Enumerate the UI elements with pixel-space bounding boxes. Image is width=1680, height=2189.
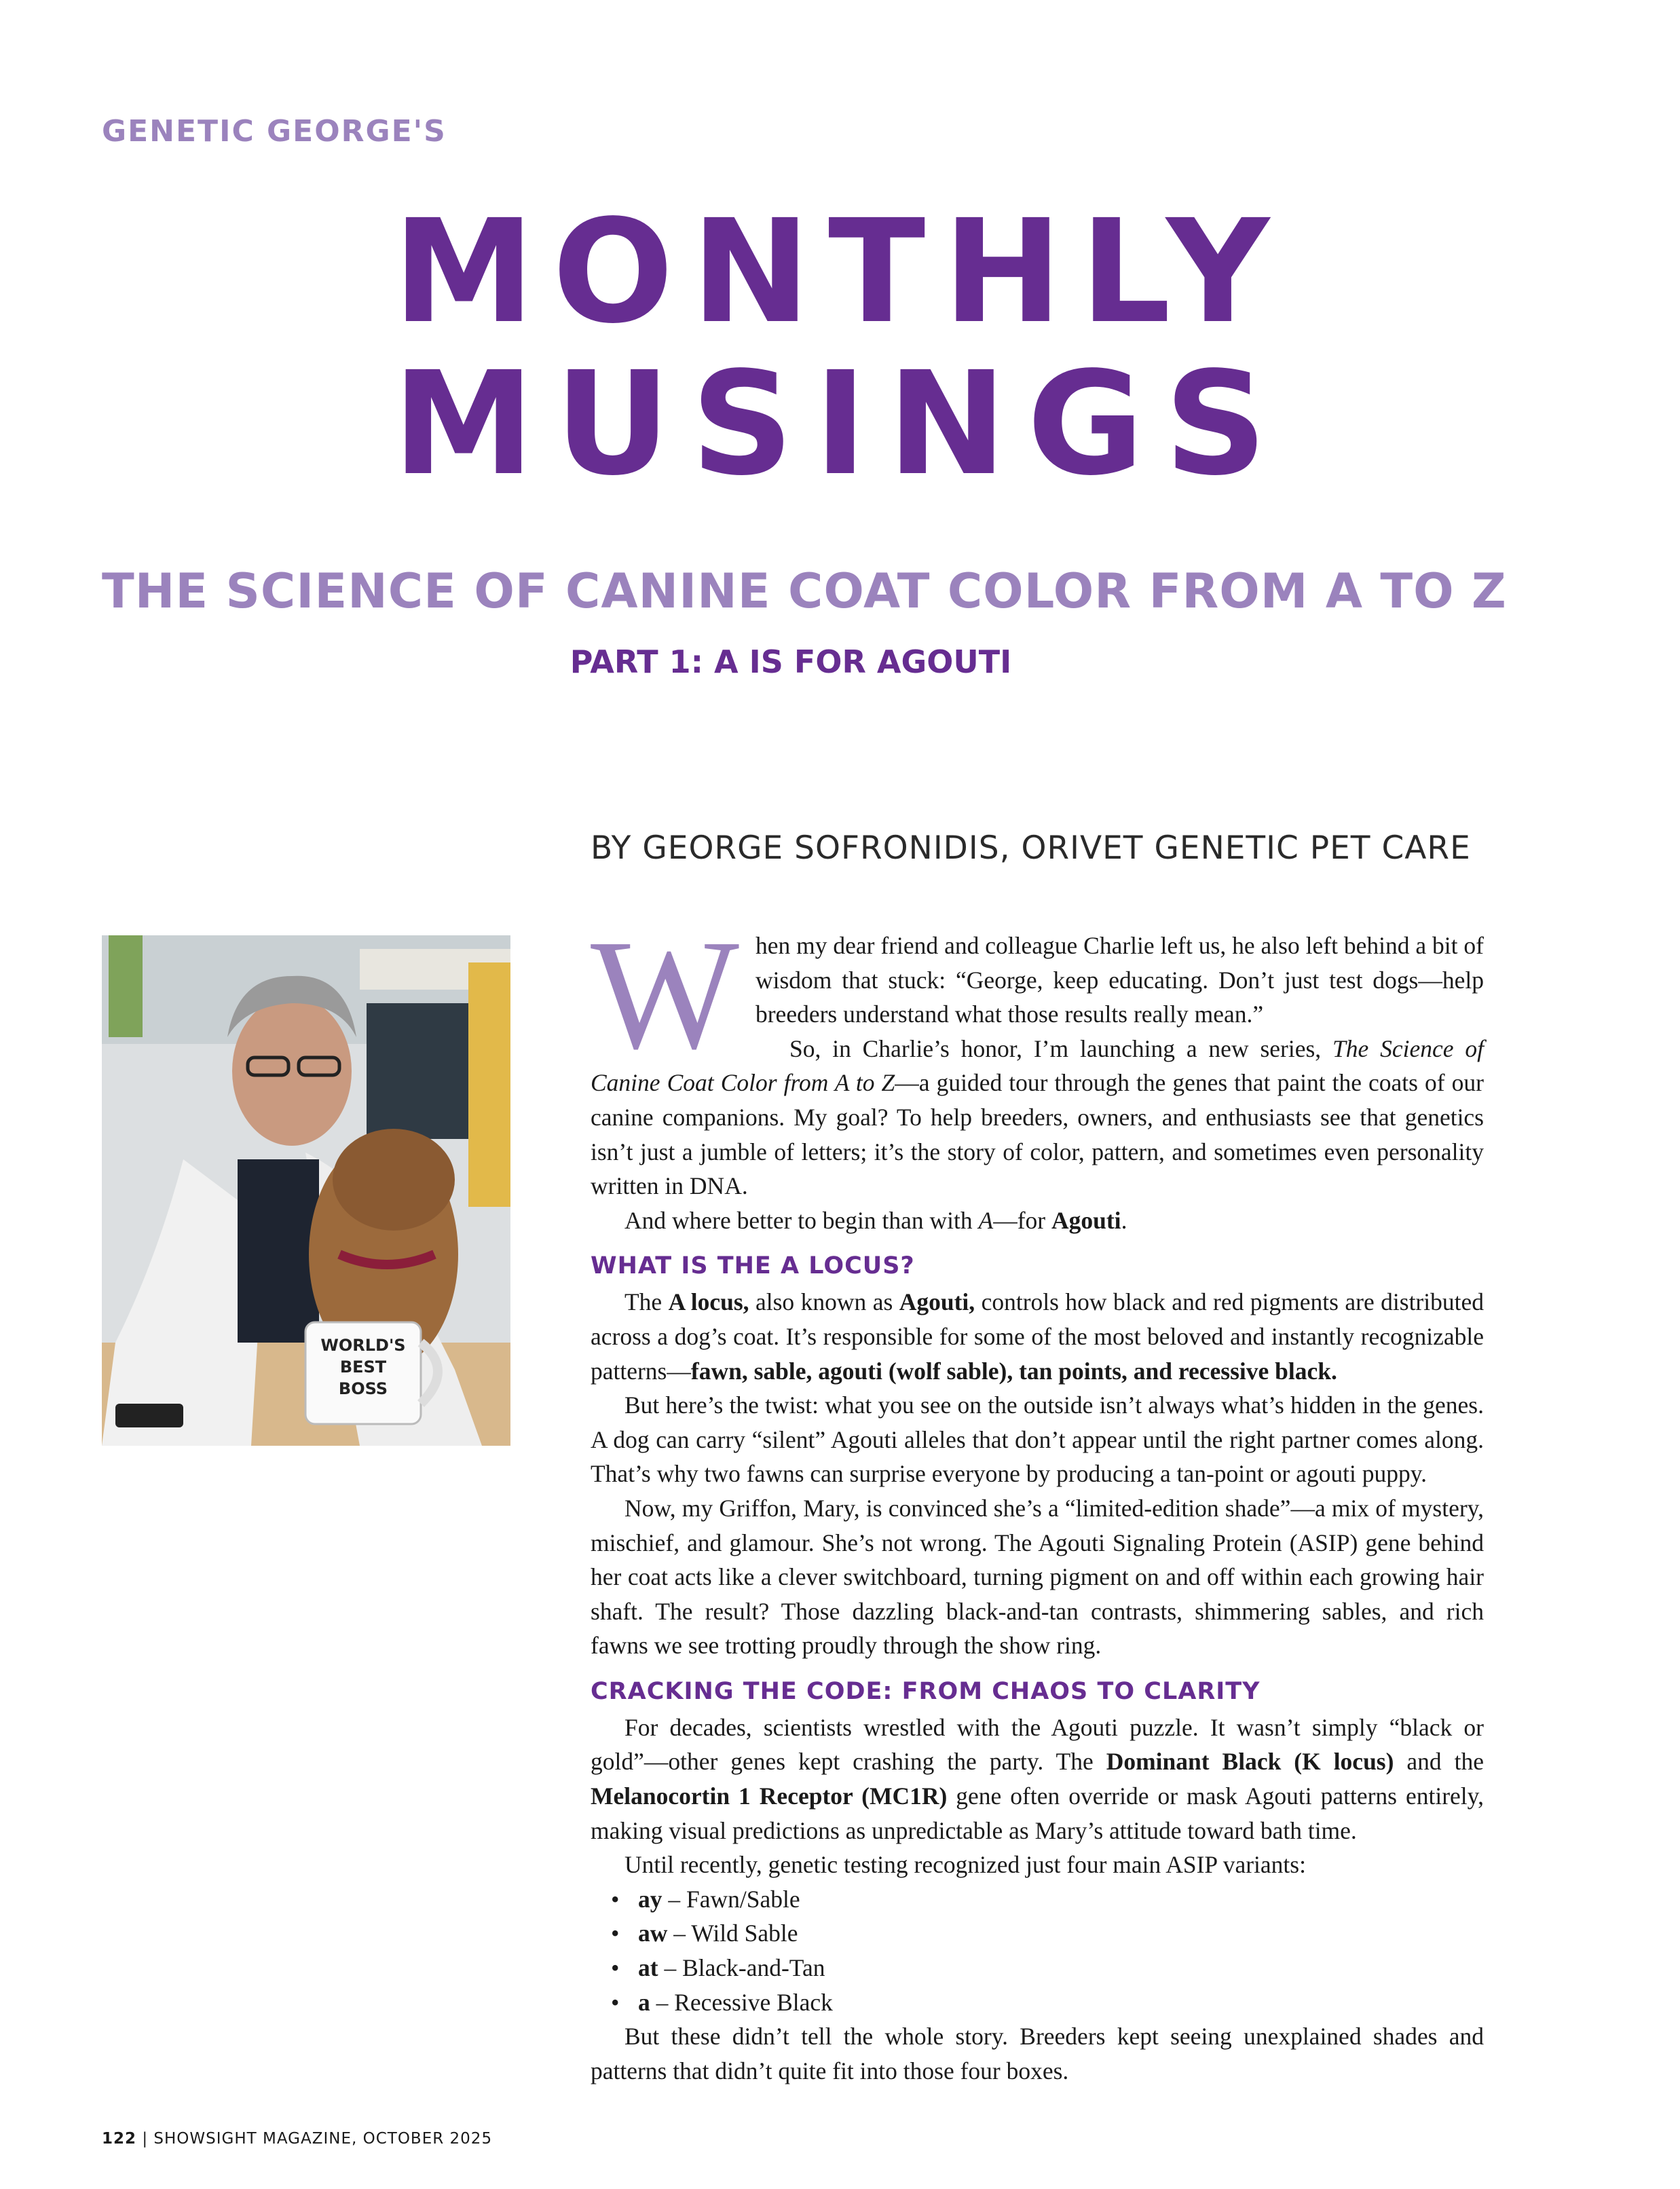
- list-item: • a – Recessive Black: [611, 1985, 1484, 2020]
- mug-text-line-3: BOSS: [338, 1379, 388, 1398]
- list-item: • aw – Wild Sable: [611, 1916, 1484, 1951]
- section2-paragraph-2: Until recently, genetic testing recognized just four main ASIP variants:: [624, 1851, 1306, 1879]
- article-headline: THE SCIENCE OF CANINE COAT COLOR FROM A TO Z: [102, 563, 1507, 619]
- intro-paragraph-1: When my dear friend and colleague Charlie left us, he also left behind a bit of wisdom that stuck: “George, keep educating. Don’t just test dogs—help breeders understand what those results really mean.”: [591, 908, 1484, 1082]
- section2-paragraph-3: But these didn’t tell the whole story. Breeders kept seeing unexplained shades and patterns that didn’t quite fit into those four boxes.: [591, 2023, 1484, 2084]
- page-number: 122: [102, 2130, 137, 2148]
- section1-paragraph-2: But here’s the twist: what you see on the outside isn’t always what’s hidden in the genes. A dog can carry “silent” Agouti alleles that don’t appear until the right partner comes along. That’s why two fawns can surprise everyone by producing a tan-point or agouti puppy.: [591, 1391, 1484, 1488]
- author-photo: [102, 935, 510, 1446]
- section2-paragraph-1: For decades, scientists wrestled with the Agouti puzzle. It wasn’t simply “black or gold”—other genes kept crashing the party. The Dominant Black (K locus) and the Melanocortin 1 Receptor (MC1R) gene often override or mask Agouti patterns entirely, making visual predictions as unpredictable as Mary’s attitude toward bath time.: [591, 1713, 1485, 1844]
- article-subheadline: PART 1: A IS FOR AGOUTI: [570, 643, 1012, 680]
- section-heading-cracking-code: CRACKING THE CODE: FROM CHAOS TO CLARITY: [591, 1677, 1261, 1705]
- mug-text-line-1: WORLD'S: [320, 1336, 406, 1355]
- drop-cap: W: [591, 908, 739, 1082]
- masthead-line-2: MUSINGS: [392, 341, 1288, 507]
- article-body: [591, 908, 1485, 2088]
- list-item: • ay – Fawn/Sable: [611, 1882, 1484, 1917]
- intro-paragraph-2: So, in Charlie’s honor, I’m launching a new series, The Science of Canine Coat Color from A to Z—a guided tour through the genes that paint the coats of our canine companions. My goal? To help breeders, owners, and enthusiasts see that genetics isn’t just a jumble of letters; it’s the story of color, pattern, and sometimes even personality written in DNA.: [591, 1034, 1484, 1200]
- page-footer: 122 | SHOWSIGHT MAGAZINE, OCTOBER 2025: [102, 2130, 493, 2148]
- column-kicker: GENETIC GEORGE'S: [102, 114, 447, 149]
- series-title: The Science of Canine Coat Color from A to Z: [591, 1034, 1484, 1097]
- list-item: • at – Black-and-Tan: [611, 1951, 1484, 1985]
- article-byline: BY GEORGE SOFRONIDIS, ORIVET GENETIC PET CARE: [591, 829, 1471, 867]
- section1-paragraph-1: The A locus, also known as Agouti, controls how black and red pigments are distributed across a dog’s coat. It’s responsible for some of the most beloved and instantly recognizable patterns—fawn, sable, agouti (wolf sable), tan points, and recessive black.: [591, 1288, 1484, 1385]
- variant-list: [591, 1882, 1484, 2019]
- intro-paragraph-3: And where better to begin than with A—for Agouti.: [624, 1206, 1127, 1234]
- section-heading-a-locus: WHAT IS THE A LOCUS?: [591, 1252, 915, 1280]
- mug-text-line-2: BEST: [339, 1358, 387, 1377]
- publication-name: SHOWSIGHT MAGAZINE, OCTOBER 2025: [153, 2130, 493, 2148]
- section1-paragraph-3: Now, my Griffon, Mary, is convinced she’s a “limited-edition shade”—a mix of mystery, mischief, and glamour. She’s not wrong. The Agouti Signaling Protein (ASIP) gene behind her coat acts like a clever switchboard, turning pigment on and off within each growing hair shaft. The result? Those dazzling black-and-tan contrasts, shimmering sables, and rich fawns we see trotting proudly through the show ring.: [591, 1494, 1484, 1660]
- masthead-line-1: MONTHLY: [392, 189, 1288, 355]
